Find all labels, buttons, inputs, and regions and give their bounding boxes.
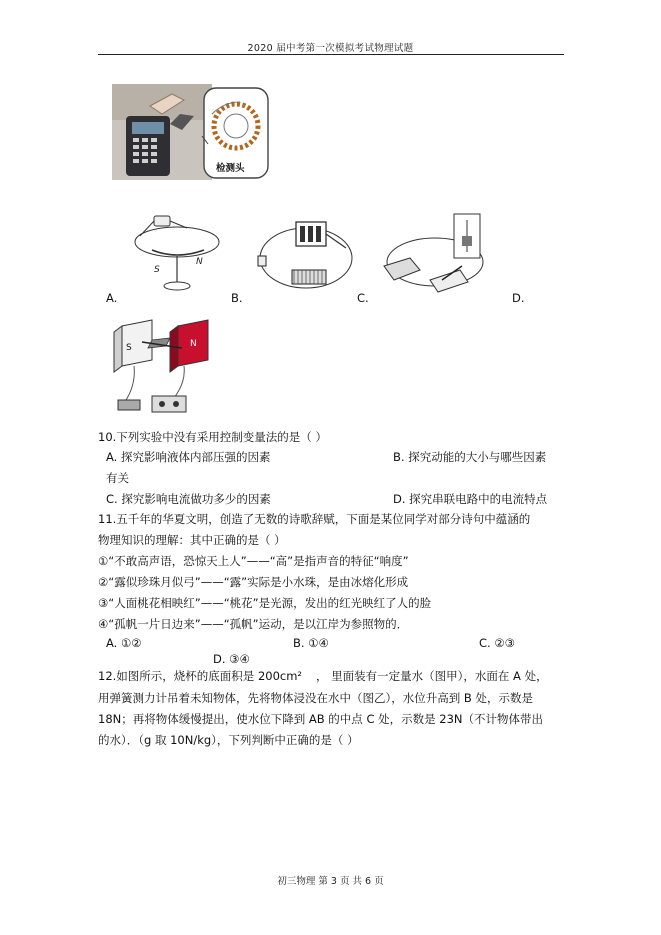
option-d-label: D.: [512, 291, 525, 305]
magnet-n-label: N: [190, 339, 197, 349]
q12-line1a: 12.如图所示，烧杯的底面积是 200cm²: [98, 669, 303, 683]
q11-option-b: B. ①④: [293, 636, 329, 650]
option-a-label: A.: [106, 291, 118, 305]
option-b-label: B.: [231, 291, 243, 305]
compass-s-label: S: [154, 265, 160, 275]
q11-statement-1: ①“不敢高声语，恐惊天上人”——“高”是指声音的特征“响度”: [98, 554, 409, 568]
card-reader-figure: [112, 84, 272, 180]
q11-option-a: A. ①②: [106, 636, 142, 650]
option-b-figure: [256, 212, 356, 298]
q10-option-a: A. 探究影响液体内部压强的因素: [106, 450, 271, 464]
q11-option-c: C. ②③: [479, 636, 515, 650]
magnet-s-label: S: [126, 343, 132, 353]
q12-line1b: ， 里面装有一定量水（图甲），水面在 A 处，: [316, 669, 548, 683]
q11-option-d: D. ③④: [213, 652, 250, 666]
option-a-figure: [132, 208, 222, 296]
q10-option-c: C. 探究影响电流做功多少的因素: [106, 492, 271, 506]
page-footer: 初三物理 第 3 页 共 6 页: [277, 876, 384, 887]
q11-statement-3: ③“人面桃花相映红”——“桃花”是光源，发出的红光映红了人的脸: [98, 596, 432, 610]
q12-line4: 的水）．（g 取 10N/kg），下列判断中正确的是（ ）: [98, 733, 359, 747]
q10-option-d: D. 探究串联电路中的电流特点: [393, 492, 548, 506]
option-c-figure: [380, 210, 490, 296]
header-rule: [98, 54, 564, 55]
q11-statement-2: ②“露似珍珠月似弓”——“露”实际是小水珠，是由冰熔化形成: [98, 575, 409, 589]
q12-line2: 用弹簧测力计吊着未知物体，先将物体浸没在水中（图乙），水位升高到 B 处，示数是: [98, 691, 533, 705]
q11-stem-line1: 11.五千年的华夏文明，创造了无数的诗歌辞赋，下面是某位同学对部分诗句中蕴涵的: [98, 512, 531, 526]
detection-head-label: 检测头: [216, 163, 245, 174]
q12-line3: 18N；再将物体缓慢提出，使水位下降到 AB 的中点 C 处，示数是 23N（不计物体带出: [98, 712, 544, 726]
option-d-figure: [112, 316, 216, 416]
q10-option-b-cont: 有关: [106, 471, 129, 485]
page-header: 2020 届中考第一次模拟考试物理试题: [247, 43, 414, 54]
q11-stem-line2: 物理知识的理解：其中正确的是（ ）: [98, 533, 286, 547]
q10-option-b: B. 探究动能的大小与哪些因素: [393, 450, 547, 464]
compass-n-label: N: [196, 257, 203, 267]
option-c-label: C.: [357, 291, 369, 305]
q11-statement-4: ④“孤帆一片日边来”——“孤帆”运动，是以江岸为参照物的．: [98, 617, 409, 631]
q10-stem: 10.下列实验中没有采用控制变量法的是（ ）: [98, 430, 327, 444]
